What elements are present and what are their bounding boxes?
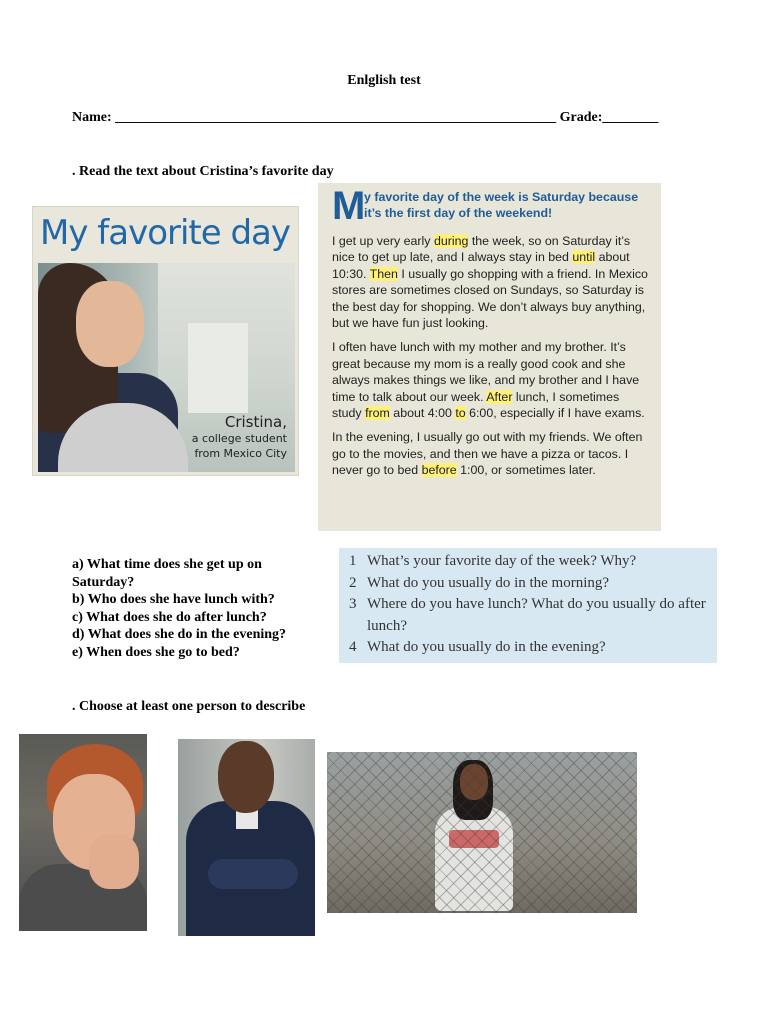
question-e: e) When does she go to bed? xyxy=(72,644,240,660)
comprehension-questions xyxy=(72,556,322,661)
discussion-question xyxy=(349,637,709,659)
favorite-day-card xyxy=(32,206,299,476)
discussion-question xyxy=(349,551,709,573)
person-photo-man xyxy=(178,739,315,936)
question-c: c) What does she do after lunch? xyxy=(72,609,267,625)
favorite-day-title: My favorite day xyxy=(40,213,291,253)
story-text-segment: lunch, I sometimes study xyxy=(332,389,620,421)
person-photo-woman xyxy=(327,752,637,913)
question-a: a) What time does she get up on Saturday? xyxy=(72,557,262,590)
story-text-card xyxy=(318,183,661,531)
highlighted-word: Then xyxy=(369,266,398,281)
story-paragraph xyxy=(332,339,651,421)
question-number: 4 xyxy=(349,639,357,655)
discussion-questions-box xyxy=(339,548,717,663)
person-photo-boy xyxy=(19,734,147,931)
story-paragraph xyxy=(332,429,651,478)
story-text-segment: In the evening, I usually go out with my friends. We often go to the movies, and then we have a pizza or tacos. I never go to bed xyxy=(332,430,643,478)
section-heading-describe: . Choose at least one person to describe xyxy=(72,699,306,714)
question-b: b) Who does she have lunch with? xyxy=(72,592,275,607)
discussion-question xyxy=(349,573,709,595)
story-heading-text: y favorite day of the week is Saturday because it’s the first day of the weekend! xyxy=(364,190,639,220)
highlighted-word: during xyxy=(433,234,469,248)
name-grade-line: Name: _______________________________________________________________ Grade:________ xyxy=(72,110,659,125)
question-number: 2 xyxy=(349,574,357,591)
question-d: d) What does she do in the evening? xyxy=(72,627,287,642)
question-text: Where do you have lunch? What do you usually do after lunch? xyxy=(367,596,706,634)
question-text: What’s your favorite day of the week? Why? xyxy=(367,553,637,569)
highlighted-word: before xyxy=(421,463,457,478)
drop-cap: M xyxy=(332,184,366,228)
cristina-photo xyxy=(38,263,295,472)
story-text-segment: about 10:30. xyxy=(332,250,630,281)
caption-name: Cristina, xyxy=(224,413,287,431)
highlighted-word: until xyxy=(572,250,596,265)
highlighted-word: After xyxy=(486,389,513,404)
discussion-question xyxy=(349,594,709,637)
story-text-segment: about 4:00 xyxy=(389,406,456,421)
highlighted-word: from xyxy=(365,406,390,421)
caption-line: from Mexico City xyxy=(194,447,287,460)
question-text: What do you usually do in the evening? xyxy=(367,639,606,655)
question-number: 1 xyxy=(349,553,357,569)
story-text-segment: 6:00, especially if I have exams. xyxy=(465,406,645,421)
story-text-segment: 1:00, or sometimes later. xyxy=(456,463,596,478)
question-number: 3 xyxy=(349,596,357,612)
story-paragraph xyxy=(332,233,651,331)
story-text-segment: the week, so on Saturday it’s nice to get up late, and I always stay in bed xyxy=(332,234,631,265)
story-text-segment: I get up very early xyxy=(332,234,434,248)
caption-line: a college student xyxy=(191,432,287,445)
story-text-segment: I often have lunch with my mother and my brother. It’s great because my mom is a really good cook and she always makes things we like, and my brother and I have time to talk about our week. xyxy=(332,340,640,404)
page-title: Enlglish test xyxy=(347,73,421,88)
question-text: What do you usually do in the morning? xyxy=(367,574,610,591)
story-heading xyxy=(332,184,651,228)
story-text-segment: I usually go shopping with a friend. In Mexico stores are sometimes closed on Sundays, so Saturday is the best day for shopping. We don’t always buy anything, but we have fun just looking. xyxy=(332,266,648,331)
photo-caption xyxy=(192,413,287,461)
section-heading-read: . Read the text about Cristina’s favorite day xyxy=(72,164,334,179)
highlighted-word: to xyxy=(455,406,466,421)
